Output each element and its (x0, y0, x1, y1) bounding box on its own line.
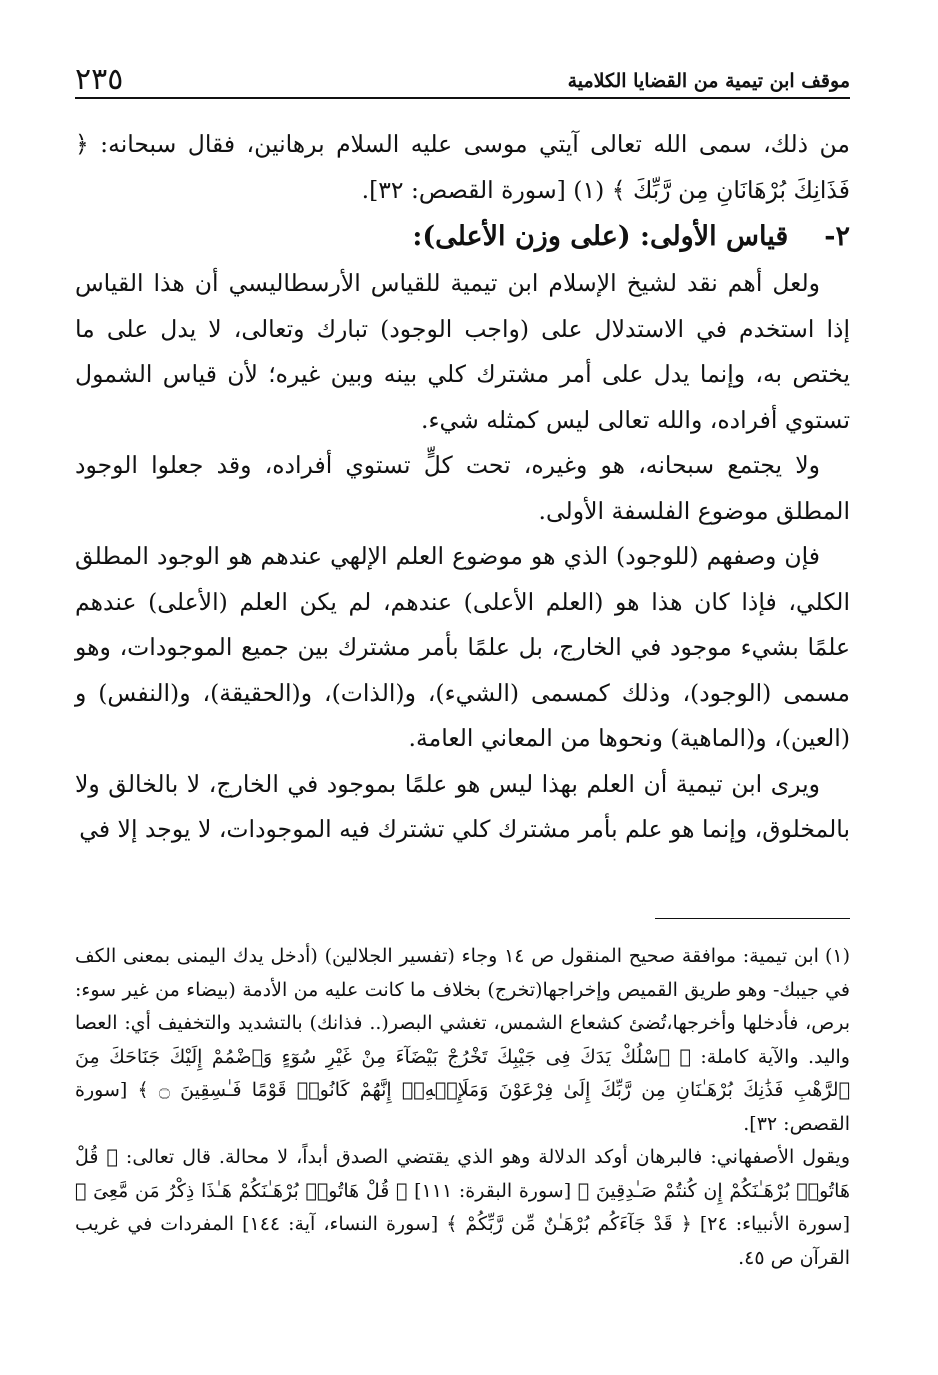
footnote-divider (655, 918, 850, 919)
paragraph-2: ولعل أهم نقد لشيخ الإسلام ابن تيمية للقياس الأرسطاليسي أن هذا القياس إذا استخدم في الاستدلال على (واجب الوجود) تبارك وتعالى، لا يدل على ما يختص به، وإنما يدل على أمر مشترك كلي بينه وبين غيره؛ لأن قياس الشمول تستوي أفراده، والله تعالى ليس كمثله شيء. (75, 269, 850, 434)
footnote-marker: (١) (824, 945, 850, 967)
main-text (75, 122, 850, 853)
footnote-1-text: ابن تيمية: موافقة صحيح المنقول ص ١٤ وجاء (تفسير الجلالين) (أدخل يدك اليمنى بمعنى الكف في جيبك- وهو طريق القميص وإخراجها(تخرج) بخلاف ما كانت عليه من الأدمة (بيضاء من غير سوء: برص، فأدخلها وأخرجها،تُضئ كشعاع الشمس، تغشي البصر(.. فذانك) بالتشديد والتخفيف أي: العصا واليد. والآية كاملة: ﴿ ٱسْلُكْ يَدَكَ فِى جَيْبِكَ تَخْرُجْ بَيْضَآءَ مِنْ غَيْرِ سُوٓءٍ وَٱضْمُمْ إِلَيْكَ جَنَاحَكَ مِنَ ٱلرَّهْبِ فَذَٰنِكَ بُرْهَـٰنَانِ مِن رَّبِّكَ إِلَىٰ فِرْعَوْنَ وَمَلَإِي۟هِۦٓ إِنَّهُمْ كَانُوا۟ قَوْمًا فَـٰسِقِينَ ۝ ﴾ [سورة القصص: ٣٢]. (75, 945, 850, 1135)
header-divider (75, 97, 850, 99)
running-header (75, 60, 850, 100)
paragraph-3: ولا يجتمع سبحانه، هو وغيره، تحت كلٍّ تستوي أفراده، وقد جعلوا الوجود المطلق موضوع الفلسفة الأولى. (75, 451, 850, 525)
section-heading (75, 213, 850, 261)
paragraph-1: من ذلك، سمى الله تعالى آيتي موسى عليه السلام برهانين، فقال سبحانه: ﴿ فَذَانِكَ بُرْهَانَانِ مِن رَّبِّكَ ﴾ (١) [سورة القصص: ٣٢]. (75, 130, 850, 204)
page-number: ٢٣٥ (75, 62, 124, 97)
footnote-2: ويقول الأصفهاني: فالبرهان أوكد الدلالة وهو الذي يقتضي الصدق أبداً، لا محالة. قال تعالى: ﴿ قُلْ هَاتُوا۟ بُرْهَـٰنَكُمْ إِن كُنتُمْ صَـٰدِقِينَ ﴾ [سورة البقرة: ١١١] ﴿ قُلْ هَاتُوا۟ بُرْهَـٰنَكُمْ هَـٰذَا ذِكْرُ مَن مَّعِىَ ﴾ [سورة الأنبياء: ٢٤] ﴿ قَدْ جَآءَكُم بُرْهَـٰنٌ مِّن رَّبِّكُمْ ﴾ [سورة النساء، آية: ١٤٤] المفردات في غريب القرآن ص ٤٥. (75, 1146, 850, 1269)
section-title: قياس الأولى: (على وزن الأعلى): (412, 221, 789, 252)
paragraph-5: ويرى ابن تيمية أن العلم بهذا ليس هو علمًا بموجود في الخارج، لا بالخالق ولا بالمخلوق، وإنما هو علم بأمر مشترك كلي تشترك فيه الموجودات، لا يوجد إلا في (75, 769, 850, 843)
header-title: موقف ابن تيمية من القضايا الكلامية (567, 70, 850, 92)
section-number: ٢- (824, 221, 850, 252)
paragraph-4: فإن وصفهم (للوجود) الذي هو موضوع العلم الإلهي عندهم هو الوجود المطلق الكلي، فإذا كان هذا هو (العلم الأعلى) عندهم، لم يكن العلم (الأعلى) عندهم علمًا بشيء موجود في الخارج، بل علمًا بأمر مشترك بين جميع الموجودات، وهو مسمى (الوجود)، وذلك كمسمى (الشيء)، و(الذات)، و(الحقيقة)، و(النفس) و (العين)، و(الماهية) ونحوها من المعاني العامة. (75, 542, 850, 752)
footnote-1 (75, 940, 850, 1141)
footnotes (75, 940, 850, 1275)
